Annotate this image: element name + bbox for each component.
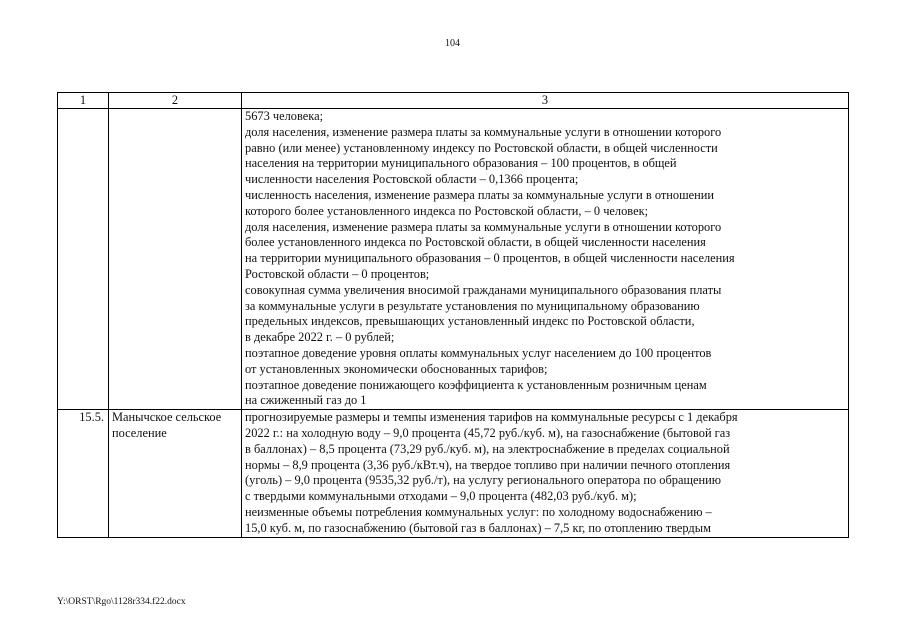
text-line: более установленного индекса по Ростовской области, в общей численности населения [245,235,706,250]
text-line: совокупная сумма увеличения вносимой гражданами муниципального образования платы [245,282,722,297]
text-line: доля населения, изменение размера платы за коммунальные услуги в отношении которого [245,124,722,139]
text-line: поэтапное доведение уровня оплаты коммунальных услуг населением до 100 процентов [245,345,712,360]
header-col-3: 3 [242,93,849,109]
text-line: численности населения Ростовской области – 0,1366 процента; [245,172,579,187]
row-number: 15.5. [58,410,109,537]
text-line: в баллонах) – 8,5 процента (73,29 руб./куб. м), на электроснабжение в пределах социальной [245,441,730,456]
row-name [109,109,242,410]
text-line: 5673 человека; [245,109,324,123]
row-text [242,109,849,410]
text-line: населения на территории муниципального образования – 100 процентов, в общей [245,156,677,171]
row-number [58,109,109,410]
text-line: которого более установленного индекса по Ростовской области, – 0 человек; [245,203,649,218]
row-name: Манычское сельское поселение [109,410,242,537]
text-line: прогнозируемые размеры и темпы изменения тарифов на коммунальные ресурсы с 1 декабря [245,410,738,425]
table-row [58,410,849,537]
text-line: с твердыми коммунальными отходами – 9,0 процента (482,03 руб./куб. м); [245,489,637,504]
document-table [57,92,849,538]
text-line: неизменные объемы потребления коммунальных услуг: по холодному водоснабжению – [245,504,712,519]
header-col-1: 1 [58,93,109,109]
text-line: на территории муниципального образования – 0 процентов, в общей численности населения [245,251,735,266]
text-line: численность населения, изменение размера платы за коммунальные услуги в отношении [245,187,715,202]
text-line: равно (или менее) установленному индексу по Ростовской области, в общей численности [245,140,718,155]
file-path-footer: Y:\ORST\Rgo\1128r334.f22.docx [57,597,186,607]
text-line: (уголь) – 9,0 процента (9535,32 руб./т), на услугу регионального оператора по обращению [245,473,722,488]
header-col-2: 2 [109,93,242,109]
row-text [242,410,849,537]
text-line: доля населения, изменение размера платы за коммунальные услуги в отношении которого [245,219,722,234]
text-line: 2022 г.: на холодную воду – 9,0 процента (45,72 руб./куб. м), на газоснабжение (бытовой газ [245,425,731,440]
text-line: от установленных экономически обоснованных тарифов; [245,361,548,376]
text-line: 15,0 куб. м, по газоснабжению (бытовой газ в баллонах) – 7,5 кг, по отоплению твердым [245,520,711,535]
text-line: поэтапное доведение понижающего коэффициента к установленным розничным ценам [245,377,707,392]
text-line: в декабре 2022 г. – 0 рублей; [245,330,395,345]
table-header-row [58,93,849,109]
text-line: Ростовской области – 0 процентов; [245,266,430,281]
text-line: за коммунальные услуги в результате установления по муниципальному образованию [245,298,700,313]
text-line: предельных индексов, превышающих установленный индекс по Ростовской области, [245,314,695,329]
table-row [58,109,849,410]
page-number: 104 [445,38,460,49]
text-line: нормы – 8,9 процента (3,36 руб./кВт.ч), на твердое топливо при наличии печного отопления [245,457,731,472]
text-line: на сжиженный газ до 1 [245,393,367,408]
